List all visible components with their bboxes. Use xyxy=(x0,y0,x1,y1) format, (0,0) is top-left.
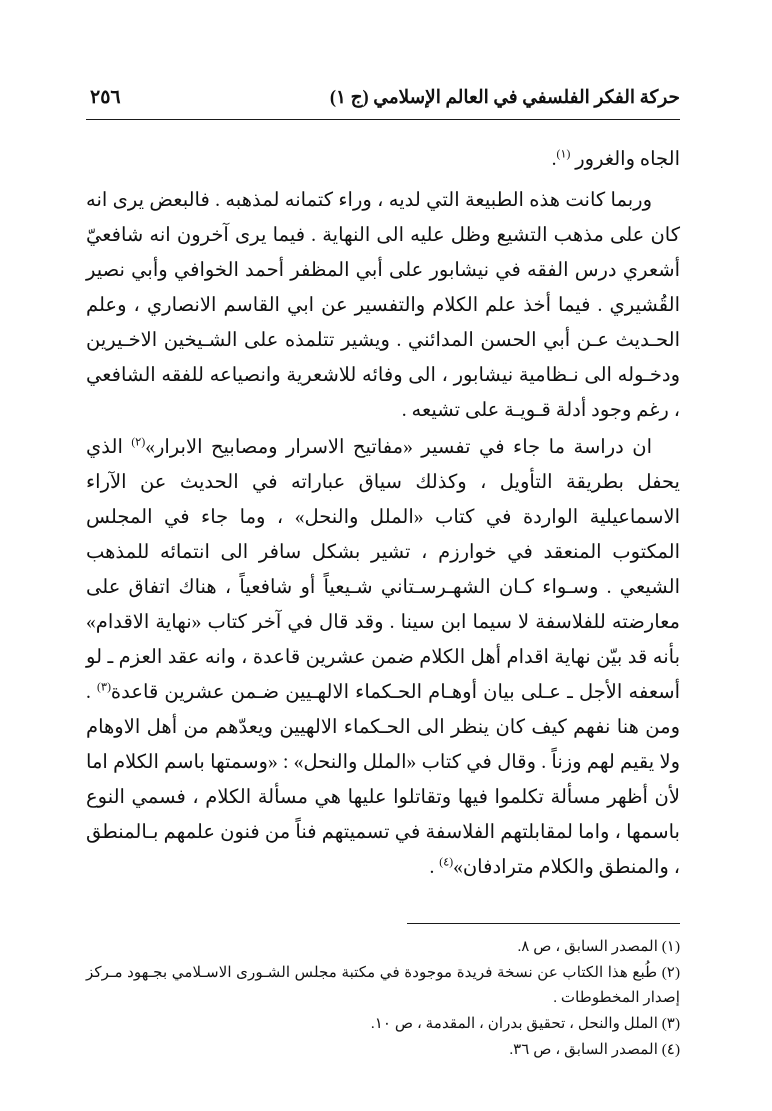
footnote-area xyxy=(86,923,680,1063)
paragraph-continuation: الجاه والغرور $^{(١)}$. xyxy=(551,148,680,170)
footnote-item: (٢) طُبع هذا الكتاب عن نسخة فريدة موجودة في مكتبة مجلس الشـورى الاسـلامي بجـهود مـركز إصدار المخطوطات . xyxy=(86,964,680,1006)
body-text xyxy=(86,142,680,885)
footnote-item: (٣) الملل والنحل ، تحقيق بدران ، المقدمة ، ص ١٠. xyxy=(370,1015,680,1032)
page-number: ٢٥٦ xyxy=(90,87,121,108)
book-title: حركة الفكر الفلسفي في العالم الإسلامي (ج ١) xyxy=(329,88,680,108)
header-divider xyxy=(86,119,680,120)
paragraph-2: ان دراسة ما جاء في تفسير «مفاتيح الاسرار ومصابيح الابرار»$^{(٢)}$ الذي يحفل بطريقة التأويل ، وكذلك سياق عباراته في الحديث عن الآراء الاسماعيلية الواردة في كتاب «الملل والنحل» ، وما جاء في المجلس المكتوب المنعقد في خوارزم ، تشير بشكل سافر الى انتمائه للمذهب الشيعي . وسـواء كـان الشهـرسـتاني شـيعياً أو شافعياً ، هناك اتفاق على معارضته للفلاسفة لا سيما ابن سينا . وقد قال في آخر كتاب «نهاية الاقدام» بأنه قد بيّن نهاية اقدام أهل الكلام ضمن عشرين قاعدة ، وانه عقد العزم ـ لو أسعفه الأجل ـ عـلى بيان أوهـام الحـكماء الالهـيين ضـمن عشرين قاعدة$^{(٣)}$ . ومن هنا نفهم كيف كان ينظر الى الحـكماء الالهيين ويعدّهم من أهل الاوهام ولا يقيم لهم وزناً . وقال في كتاب «الملل والنحل» : «وسمتها باسم الكلام اما لأن أظهر مسألة تكلموا فيها وتقاتلوا عليها هي مسألة الكلام ، فسمي النوع باسمها ، واما لمقابلتهم الفلاسفة في تسميتهم فناً من فنون علمهم بـالمنطق ، والمنطق والكلام مترادفان»$^{(٤)}$ . xyxy=(86,436,680,878)
footnote-list xyxy=(86,934,680,1062)
page-header xyxy=(86,86,680,109)
footnote-item: (٤) المصدر السابق ، ص ٣٦. xyxy=(509,1041,680,1058)
footnote-divider xyxy=(407,923,680,924)
footnote-item: (١) المصدر السابق ، ص ٨. xyxy=(517,938,680,955)
paragraph-1: وربما كانت هذه الطبيعة التي لديه ، وراء كتمانه لمذهبه . فالبعض يرى انه كان على مذهب التشيع وظل عليه الى النهاية . فيما يرى آخرون انه شافعيّ أشعري درس الفقه في نيشابور على أبي المظفر أحمد الخوافي وأبي نصير القُشيري . فيما أخذ علم الكلام والتفسير عن ابي القاسم الانصاري ، وعلم الحـديث عـن أبي الحسن المدائني . ويشير تتلمذه على الشـيخين الاخـيرين ودخـوله الى نـظامية نيشابور ، الى وفائه للاشعرية وانصياعه للفقه الشافعي ، رغم وجود أدلة قـويـة على تشيعه . xyxy=(86,190,680,421)
